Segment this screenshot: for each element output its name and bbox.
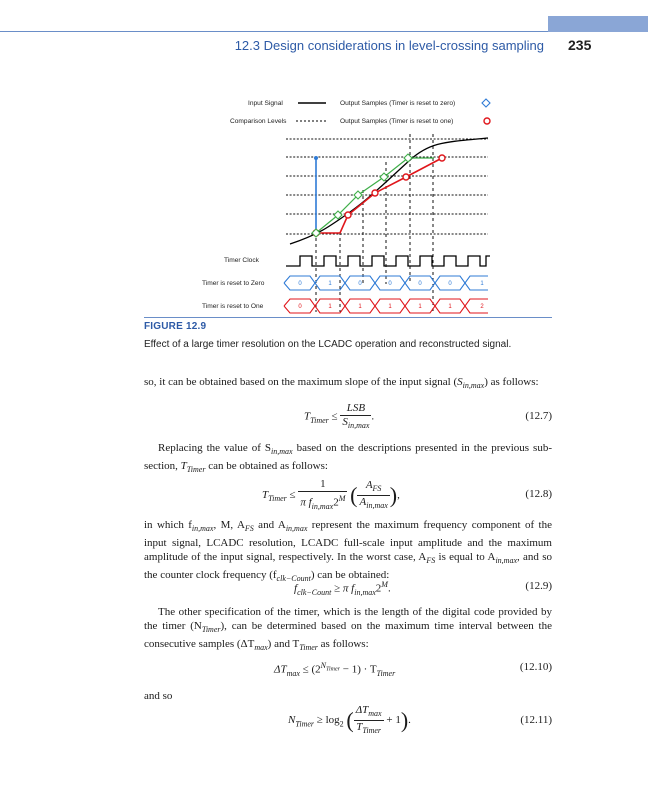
reset-one-value: 0 (298, 304, 302, 310)
text-run: ) and T (267, 638, 300, 651)
paragraph-2 (144, 441, 552, 477)
math-symbol: π f (342, 582, 355, 595)
math-sub: in,max (366, 501, 388, 511)
text-run: is equal to A (435, 551, 496, 564)
input-signal (290, 138, 488, 244)
equation-12-9: $f_{clk-Count} \ge \pi$ $f_{in,max}2^M$. (12.9) (294, 580, 552, 597)
math-symbol: T (180, 460, 187, 473)
math-symbol: f (294, 582, 298, 595)
section-heading (235, 38, 544, 53)
reset-one-value: 1 (448, 304, 452, 310)
text-run: represent the maximum frequency component of the input signal, LCADC resolution, LCADC full-scale input amplitude and the maximum amplitude of the input signal, respectively. In the worst case, A (144, 519, 552, 564)
math-sup: N (320, 661, 326, 670)
reset-one-value: 1 (388, 304, 392, 310)
section-title: Design considerations in level-crossing sampling (263, 38, 544, 53)
math-symbol: 2 (333, 496, 339, 509)
equation-number: (12.7) (525, 410, 552, 422)
math-symbol: log (325, 714, 340, 727)
reset-zero-value: 0 (418, 281, 422, 287)
legend-out-one: Output Samples (Timer is reset to one) (340, 118, 454, 125)
text-run: , M, A (213, 519, 245, 531)
timer-clock-waveform (286, 256, 490, 266)
math-sub: Timer (325, 666, 340, 673)
equation-12-8: $T_{Timer}$ ≤ $\frac{1}{\pi f_{in,max}2^M}$ ( $\frac{A_{FS}}{A_{in,max}}$ ), (12.8) (262, 478, 552, 511)
reset-zero-values (298, 281, 484, 287)
and-so: and so (144, 690, 173, 702)
header-decoration (0, 16, 648, 32)
math-sub: in,max (347, 421, 370, 431)
equation-12-10: $\Delta T_{max} \le (2^{N_{Timer}} - 1) \cdot T_{Timer}$ (12.10) (274, 661, 552, 678)
figure-label: FIGURE 12.9 (144, 321, 207, 332)
math-sub: in,max (285, 524, 308, 534)
reset-one-value: 1 (328, 304, 332, 310)
row-timer-clock: Timer Clock (224, 257, 259, 264)
fraction (298, 478, 347, 513)
paragraph-3 (144, 518, 552, 587)
math-symbol: T (262, 488, 269, 501)
math-sub: FS (244, 524, 254, 534)
running-header (0, 36, 648, 58)
math-symbol: T (304, 410, 311, 423)
math-symbol: S (457, 376, 463, 388)
math-symbol: − 1) · T (339, 663, 377, 676)
math-symbol: S (342, 416, 348, 428)
math-sub: Timer (362, 726, 382, 736)
math-sub: Timer (310, 415, 329, 425)
fraction (354, 704, 384, 737)
math-sub: Timer (299, 643, 318, 653)
reset-zero-value: 0 (358, 281, 362, 287)
row-reset-one: Timer is reset to One (202, 303, 264, 310)
fraction (340, 402, 371, 432)
text-run: ) as follows: (484, 376, 539, 388)
math-symbol: 2 (375, 582, 382, 595)
legend-circle-icon (484, 118, 490, 124)
math-sup: M (338, 494, 346, 503)
legend-comparison-levels: Comparison Levels (230, 118, 287, 125)
fraction (357, 479, 389, 512)
text-run: , and so the counter clock frequency (f (144, 551, 552, 582)
legend-diamond-icon (482, 99, 490, 107)
reset-one-value: 2 (480, 304, 484, 310)
math-sub: max (368, 709, 382, 719)
page-number: 235 (568, 37, 592, 53)
text-run: The other specification of the timer, which is the length of the digital code provided by the timer (N (144, 606, 552, 632)
math-sub: in,max (354, 587, 376, 597)
math-sub: in,max (495, 556, 517, 566)
legend-input-signal: Input Signal (248, 100, 283, 107)
paragraph-4 (144, 605, 552, 655)
equation-number: (12.9) (525, 580, 552, 592)
math-sub: Timer (186, 465, 206, 475)
caption-rule (144, 317, 552, 318)
math-sub: in,max (462, 381, 485, 391)
reset-zero-value: 1 (480, 281, 484, 287)
paragraph-1 (144, 375, 552, 393)
header-block (548, 16, 648, 32)
figure-12-9 (202, 94, 500, 316)
equation-number: (12.10) (519, 661, 552, 673)
figure-caption: Effect of a large timer resolution on the LCADC operation and reconstructed signal. (144, 339, 512, 350)
reset-one-values (298, 304, 484, 310)
math-sub: Timer (295, 719, 315, 729)
legend-out-zero: Output Samples (Timer is reset to zero) (340, 100, 456, 107)
math-sub: FS (426, 556, 436, 566)
math-symbol: π f (300, 496, 312, 509)
math-sub: Timer (376, 668, 396, 678)
math-sub: in,max (271, 447, 293, 457)
math-symbol: ΔT (355, 704, 369, 716)
math-sub: 2 (339, 719, 344, 729)
text-run: Replacing the value of S (158, 442, 272, 454)
math-sub: in,max (311, 501, 334, 511)
equation-number: (12.8) (525, 488, 552, 500)
math-symbol: + 1 (386, 714, 401, 727)
math-sub: max (286, 668, 300, 678)
math-symbol: A (365, 478, 373, 491)
equation-12-7: $T_{Timer}$ ≤ $\frac{\text{LSB}}{S_{in,max}}$ . (12.7) (304, 402, 552, 431)
math-symbol: (2 (311, 663, 321, 676)
text-run: in which f (144, 519, 192, 531)
text-run: can be obtained as follows: (205, 460, 328, 473)
equation-number: (12.11) (520, 714, 552, 726)
text-run: ), can be determined based on the maximum time interval between the consecutive samples (ΔT (144, 620, 552, 651)
math-sub: FS (372, 483, 382, 493)
text-run: as follows: (317, 638, 369, 651)
math-symbol: LSB (346, 402, 366, 414)
math-sub: Timer (201, 625, 221, 635)
math-symbol: A (359, 495, 367, 508)
math-sub: clk−Count (276, 574, 311, 584)
reset-zero-value: 0 (298, 281, 302, 287)
math-symbol: ΔT (274, 663, 287, 676)
numerator: 1 (298, 478, 347, 492)
text-run: ) can be obtained: (310, 569, 390, 582)
reset-one-value: 1 (418, 304, 422, 310)
text-run: so, it can be obtained based on the maximum slope of the input signal ( (144, 376, 458, 388)
equation-12-11: $N_{Timer} \ge \log_2$ ( $\frac{\Delta T_{max}}{T_{Timer}}$ + 1). (12.11) (288, 704, 552, 736)
text-run: and A (253, 519, 286, 531)
math-sub: max (254, 643, 268, 653)
math-sup: M (381, 580, 388, 589)
initial-point (314, 156, 318, 160)
reset-zero-value: 0 (448, 281, 452, 287)
row-reset-zero: Timer is reset to Zero (202, 280, 265, 287)
math-symbol: N (288, 714, 296, 727)
reset-one-value: 1 (358, 304, 362, 310)
reset-one-bus (284, 299, 488, 313)
header-rule (0, 31, 548, 32)
reset-zero-value: 1 (328, 281, 332, 287)
reset-zero-value: 0 (388, 281, 392, 287)
math-sub: in,max (191, 524, 214, 534)
math-sub: Timer (268, 494, 287, 504)
math-sub: clk−Count (297, 587, 332, 597)
math-symbol: T (356, 721, 363, 734)
text-run: based on the descriptions presented in the previous sub-section, (144, 442, 553, 473)
section-number: 12.3 (234, 38, 261, 53)
